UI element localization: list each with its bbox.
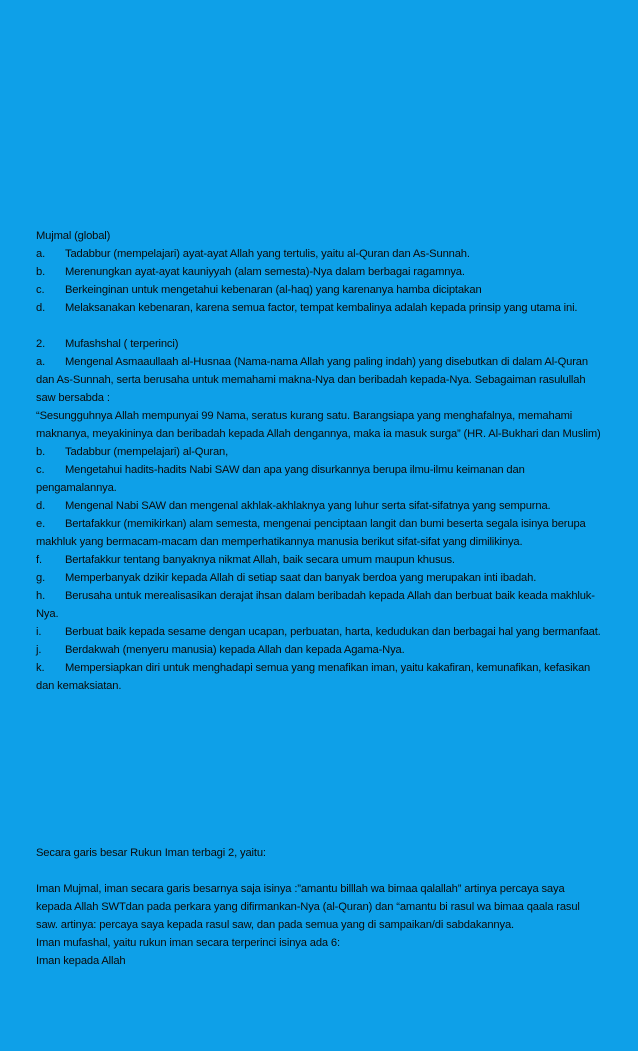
section2-heading: [36, 335, 602, 353]
list-item: [36, 551, 602, 569]
list-item: [36, 515, 602, 551]
list-text: Bertafakkur (memikirkan) alam semesta, mengenai penciptaan langit dan bumi beserta segala isinya berupa makhluk yang bermacam-macam dan memperhatikannya manusia berikut sifat-sifat yang dimilikinya.: [36, 518, 586, 548]
list-label: k.: [36, 662, 45, 674]
rukun-iman-text-block: [36, 844, 602, 970]
spacer: [36, 862, 602, 880]
list-text: Berkeinginan untuk mengetahui kebenaran (al-haq) yang karenanya hamba diciptakan: [65, 284, 482, 296]
list-text: Mengetahui hadits-hadits Nabi SAW dan apa yang disurkannya berupa ilmu-ilmu keimanan dan pengamalannya.: [36, 464, 525, 494]
list-label: e.: [36, 518, 46, 530]
list-text: Tadabbur (mempelajari) al-Quran,: [65, 446, 229, 458]
iman-mujmal-paragraph: Iman Mujmal, iman secara garis besarnya saja isinya :”amantu billlah wa bimaa qalallah” artinya percaya saya kepada Allah SWTdan pada perkara yang difirmankan-Nya (al-Quran) dan “amantu bi rasul wa bimaa qaala rasul saw. artinya: percaya saya kepada rasul saw, dan pada semua yang di sampaikan/di sabdakannya.: [36, 883, 580, 931]
list-label: d.: [36, 302, 46, 314]
list-item: [36, 299, 602, 317]
main-text-block: [36, 227, 602, 695]
list-text: Berusaha untuk merealisasikan derajat ihsan dalam beribadah kepada Allah dan berbuat baik keada makhluk-Nya.: [36, 590, 595, 620]
list-item: [36, 569, 602, 587]
list-label: f.: [36, 554, 42, 566]
list-item: [36, 641, 602, 659]
iman-mufashal-line: Iman mufashal, yaitu rukun iman secara terperinci isinya ada 6:: [36, 937, 340, 949]
list-text: Merenungkan ayat-ayat kauniyyah (alam semesta)-Nya dalam berbagai ragamnya.: [65, 266, 465, 278]
list-item: [36, 623, 602, 641]
list-item: [36, 659, 602, 695]
list-label: a.: [36, 248, 46, 260]
section1-heading: Mujmal (global): [36, 230, 111, 242]
list-item: [36, 461, 602, 497]
list-text: Mengenal Nabi SAW dan mengenal akhlak-akhlaknya yang luhur serta sifat-sifatnya yang sempurna.: [65, 500, 551, 512]
list-item: [36, 353, 602, 407]
list-label: b.: [36, 446, 46, 458]
list-label: b.: [36, 266, 46, 278]
list-item: [36, 587, 602, 623]
list-text: Mempersiapkan diri untuk menghadapi semua yang menafikan iman, yaitu kakafiran, kemunafikan, kefasikan dan kemaksiatan.: [36, 662, 591, 692]
hadith-quote: “Sesungguhnya Allah mempunyai 99 Nama, seratus kurang satu. Barangsiapa yang menghafalnya, memahami maknanya, meyakininya dan beribadah kepada Allah dengannya, maka ia masuk surga” (HR. Al-Bukhari dan Muslim): [36, 410, 601, 440]
list-text: Mengenal Asmaaullaah al-Husnaa (Nama-nama Allah yang paling indah) yang disebutkan di dalam Al-Quran dan As-Sunnah, serta berusaha untuk memahami makna-Nya dan beribadah kepada-Nya. Sebagaiman rasulullah saw bersabda :: [36, 356, 588, 404]
list-item: [36, 281, 602, 299]
list-label: i.: [36, 626, 42, 638]
list-item: [36, 263, 602, 281]
list-label: j.: [36, 644, 42, 656]
heading-text: Mufashshal ( terperinci): [65, 338, 179, 350]
list-label: g.: [36, 572, 46, 584]
list-text: Berbuat baik kepada sesame dengan ucapan, perbuatan, harta, kedudukan dan berbagai hal yang bermanfaat.: [65, 626, 601, 638]
list-item: [36, 245, 602, 263]
list-label: c.: [36, 284, 45, 296]
list-text: Bertafakkur tentang banyaknya nikmat Allah, baik secara umum maupun khusus.: [65, 554, 455, 566]
list-item: [36, 443, 602, 461]
list-text: Melaksanakan kebenaran, karena semua factor, tempat kembalinya adalah kepada prinsip yang utama ini.: [65, 302, 578, 314]
rukun-iman-intro: Secara garis besar Rukun Iman terbagi 2, yaitu:: [36, 847, 266, 859]
list-text: Memperbanyak dzikir kepada Allah di setiap saat dan banyak berdoa yang merupakan inti ibadah.: [65, 572, 537, 584]
list-text: Tadabbur (mempelajari) ayat-ayat Allah yang tertulis, yaitu al-Quran dan As-Sunnah.: [65, 248, 470, 260]
spacer: [36, 317, 602, 335]
list-text: Berdakwah (menyeru manusia) kepada Allah dan kepada Agama-Nya.: [65, 644, 405, 656]
list-label: c.: [36, 464, 45, 476]
list-label: h.: [36, 590, 46, 602]
heading-number: 2.: [36, 338, 46, 350]
list-label: d.: [36, 500, 46, 512]
iman-kepada-allah-line: Iman kepada Allah: [36, 955, 126, 967]
list-label: a.: [36, 356, 46, 368]
list-item: [36, 497, 602, 515]
